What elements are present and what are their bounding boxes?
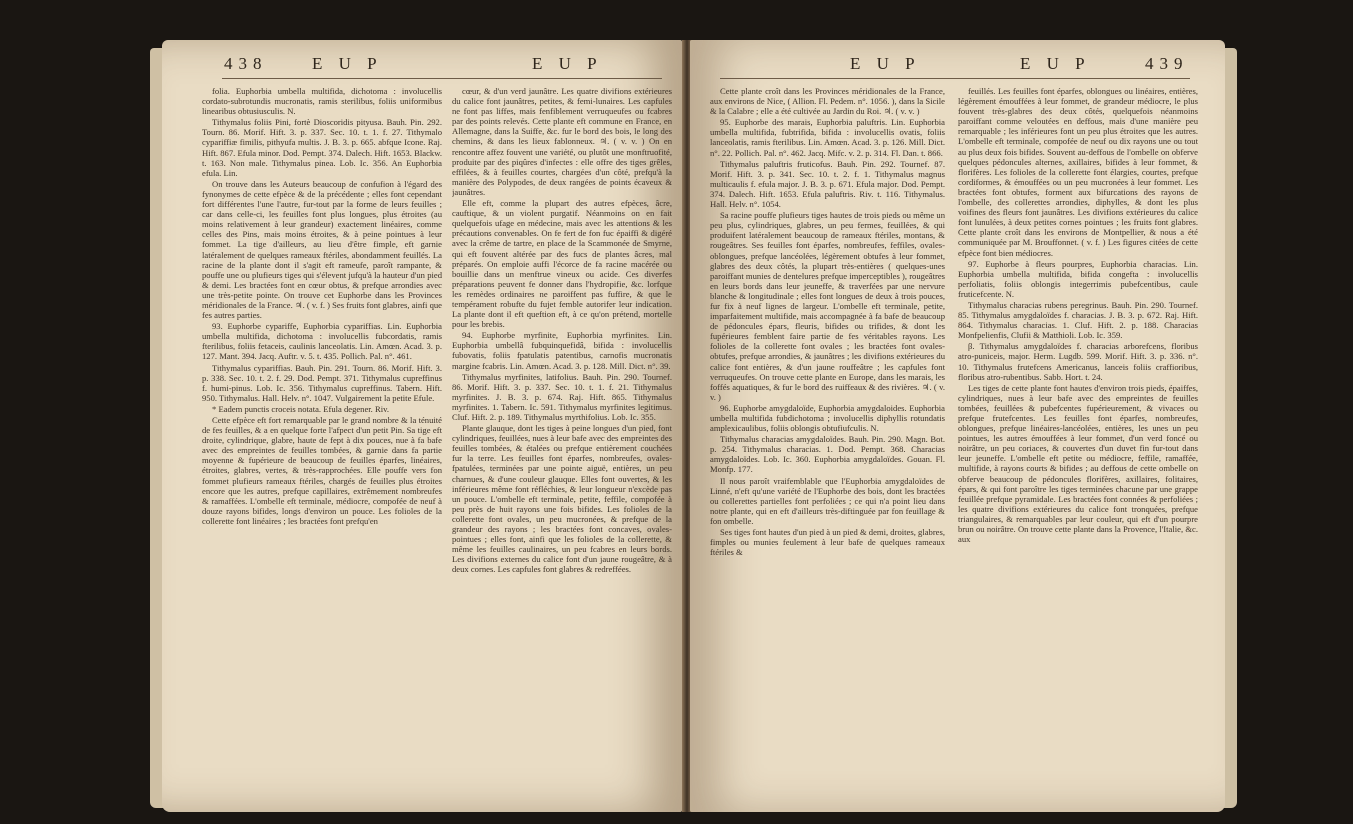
left-page	[162, 40, 682, 812]
paragraph: 96. Euphorbe amygdaloïde, Euphorbia amygdaloides. Euphorbia umbella multifida fubdichotoma ; involucellis diphyllis rotundatis amplexicaulibus, foliis oblongis obtufiufculis. N.	[710, 402, 945, 434]
paragraph: Cette plante croît dans les Provinces méridionales de la France, aux environs de Nice, ( Allion. Fl. Pedem. n°. 1056. ), dans la Sicile & la Calabre ; elle a été cultivée au Jardin du Roi. ♃. ( v. v. )	[710, 86, 945, 117]
paragraph: Plante glauque, dont les tiges à peine longues d'un pied, font cylindriques, feuillées, nues à leur bafe avec des empreintes des feuilles tombées, & étalées ou prefque entièrement couchées fur la terre. Les feuilles font éparfes, nombreufes, ovales-fpatulées, terminées par une pointe aiguë, entières, un peu charnues, & d'une couleur glauque. Elles font ouvertes, & les inférieures même font réfléchies, & leur longueur n'excède pas un pouce. L'ombelle eft terminale, petite, feffile, compofée à peu près de huit rayons une fois bifides. Les folioles de la collerette font ovales, un peu mucronées, & prefque de la grandeur des rayons ; les bractées font concaves, ovales-pointues ; elles font, ainfi que les folioles de la collerette, & même les feuilles caulinaires, un peu fcabres en leurs bords. Les divifions externes du calice font d'un jaune rougeâtre, & à deux cornes. Les capfules font glabres & redreffées.	[452, 423, 672, 575]
paragraph: Tithymalus characias rubens peregrinus. Bauh. Pin. 290. Tournef. 85. Tithymalus amygdaloïdes f. characias. J. B. 3. p. 672. Raj. Hift. 864. Tithymalus characias. 1. Cluf. Hift. 2. p. 188. Characias Monfpelienfis, Clufii & Matthioli. Lob. Ic. 359.	[958, 299, 1198, 341]
running-head-left-a: E U P	[312, 54, 383, 73]
paragraph: cœur, & d'un verd jaunâtre. Les quatre divifions extérieures du calice font jaunâtres, petites, & femi-lunaires. Les capfules ne font pas liffes, mais fenfiblement verruqueufes ou fcabres par des points relevés. Cette plante eft commune en France, en Allemagne, dans la Suiffe, &c. fur le bord des bois, le long des chemins, & dans les lieux fablonneux. ♃. ( v. v. ) On en rencontre affez fouvent une variété, ou plutôt une monftruofité, produite par des piqûres d'infectes : elle offre des tiges grêles, effilées, & à feuilles courtes, chargées d'un côté, prefqu'à la manière des Polypodes, de deux rangées de points écaveux & jaunâtres.	[452, 86, 672, 197]
paragraph: 95. Euphorbe des marais, Euphorbia paluftris. Lin. Euphorbia umbella multifida, fubtrifida, bifida : involucellis ovatis, foliis lanceolatis, ramis fterilibus. Lin. Amœn. Acad. 3. p. 126. Mill. Dict. n°. 22. Pollich. Pal. n°. 462. Jacq. Mifc. v. 2. p. 314. Fl. Dan. t. 866.	[710, 117, 945, 158]
page-number-right: 439	[1145, 54, 1189, 73]
paragraph: 97. Euphorbe à fleurs pourpres, Euphorbia characias. Lin. Euphorbia umbella multifida, bifida congefta : involucellis perfoliatis, foliis oblongis integerrimis pubefcentibus, caule fruticefcente. N.	[958, 258, 1198, 299]
paragraph: 94. Euphorbe myrfinite, Euphorbia myrfinites. Lin. Euphorbia umbellâ fubquinquefidâ, bifida : involucellis fubovatis, foliis fpatulatis patentibus, carnofis mucronatis margine fcabris. Lin. Amœn. Acad. 3. p. 128. Mill. Dict. n°. 39.	[452, 330, 672, 371]
paragraph: folia. Euphorbia umbella multifida, dichotoma : involucellis cordato-subrotundis mucronatis, ramis sterilibus, foliis uniformibus linearibus obtusiusculis. N.	[202, 86, 442, 117]
header-rule-right	[720, 78, 1190, 79]
left-page-column-1	[202, 86, 442, 806]
paragraph: Elle eft, comme la plupart des autres efpèces, âcre, cauftique, & un violent purgatif. Néanmoins on en fait quelquefois ufage en médecine, mais avec les attentions & les précautions convenables. On fe fert de fon fuc épaiffi & digéré avec la crême de tartre, en place de la Scammonée de Smyrne, qui eft fouvent altérée par des fucs de plantes âcres, mal préparés. On emploie auffi l'écorce de fa racine macérée ou bouillie dans un menftrue vineux ou acide. Ces diverfes préparations peuvent fe donner dans l'hydropifie, &c. lorfque les remèdes ordinaires ne paroiffent pas fuffire, & que le tempérament robufte du fujet femble autorifer leur indication. La plante dont il eft queftion eft, à ce qu'on prétend, mortelle pour les brebis.	[452, 198, 672, 330]
running-head-right-a: E U P	[850, 54, 921, 73]
paragraph: Les tiges de cette plante font hautes d'environ trois pieds, épaiffes, cylindriques, nues à leur bafe avec des empreintes de feuilles tombées, feuillées & pubefcentes fupérieurement, & vivaces ou prefque frutefcentes. Les feuilles font éparfes, nombreufes, oblongues, prefque linéaires-lancéolées, entières, les unes un peu pointues, les autres émouffées à leur fommet, d'un verd foncé ou noirâtre, un peu coriaces, & couvertes d'un duvet fin fur-tout dans leur jeuneffe. L'ombelle eft petite ou médiocre, feffile, ramaffée, multifide, à rayons courts & bifides ; au deffous de cette ombelle on obferve beaucoup de pédoncules florifères, axillaires, folitaires, épars, & qui font paroître les tiges terminées chacune par une grappe feuillée prefque pyramidale. Les bractées font connées & perfoliées ; les quatre divifions extérieures du calice font tronquées, prefque triangulaires, & remarquables par leur couleur, qui eft d'un pourpre brun ou noirâtre. On trouve cette plante dans la Provence, l'Italie, &c. aux	[958, 382, 1198, 545]
paragraph: Tithymalus myrfinites, latifolius. Bauh. Pin. 290. Tournef. 86. Morif. Hift. 3. p. 337. Sec. 10. t. 1. f. 21. Tithymalus myrfinites. J. B. 3. p. 674. Raj. Hift. 865. Tithymalus myrfinites. 1. Tabern. Ic. 591. Tithymalus myrfinites legitimus. Cluf. Hift. 2. p. 189. Tithymalus myrthifolius. Lob. Ic. 355.	[452, 371, 672, 422]
paragraph: On trouve dans les Auteurs beaucoup de confufion à l'égard des fynonymes de cette efpèce & de la précédente ; elles font cependant fort différentes l'une l'autre, fur-tout par la forme de leurs feuilles ; car dans celle-ci, les feuilles font plus longues, plus étroites (au moins relativement à leur grandeur) exactement linéaires, comme celles des Pins, mais moins étroites, & à peine pointues à leur fommet. La tige d'ailleurs, au lieu d'être fimple, eft garnie latéralement de quelques rameaux ftériles, abondamment feuillés. La racine de la plante dont il s'agit eft rameufe, paroît rampante, & pouffe une ou plufieurs tiges qui s'élevent jufqu'à la hauteur d'un pied & demi. Les bractées font en cœur obtus, & prefque arrondies avec une très-petite pointe. On trouve cet Euphorbe dans les Provinces méridionales de la France. ♃. ( v. f. ) Ses fruits font glabres, ainfi que fes autres parties.	[202, 178, 442, 321]
running-head-left-b: E U P	[532, 54, 603, 73]
header-rule-left	[222, 78, 662, 79]
paragraph: Tithymalus foliis Pini, fortè Dioscoridis pityusa. Bauh. Pin. 292. Tourn. 86. Morif. Hift. 3. p. 337. Sec. 10. t. 1. f. 27. Tithymalo cypariffiæ fimilis, pithyufa multis. J. B. 3. p. 665. abfque Icone. Raj. Hift. 867. Efula minor. Dod. Pempt. 374. Dalech. Hift. 1653. Blackw. t. 163. Non male. Tithymalus pinea. Lob. Ic. 356. An Euphorbia efula. Lin.	[202, 117, 442, 178]
paragraph: Sa racine pouffe plufieurs tiges hautes de trois pieds ou même un peu plus, cylindriques, glabres, un peu fermes, feuillées, & qui produifent latéralement beaucoup de rameaux ftériles, montans, & rougeâtres. Ses feuilles font éparfes, nombreufes, feffiles, ovales-oblongues, prefque lancéolées, légèrement obtufes à leur fommet, glabres des deux côtés, la plupart très-entières ( quelques-unes paroiffant munies de dentelures prefque imperceptibles ), rougeâtres en leurs bords dans leur jeuneffe, & traverfées par une nervure blanche & longitudinale ; elles font longues de deux à trois pouces, fur fix à neuf lignes de largeur. L'ombelle eft terminale, petite, imparfaitement multifide, mais accompagnée à fa bafe de beaucoup de pédoncules épars, fleuris, bifides ou trifides, & dont les fupérieures femblent faire partie de fes véritables rayons. Les folioles de la collerette font ovales ; les bractées font ovales-obtufes, prefque arrondies, & jaunâtres ; les divifions extérieures du calice font entières, & d'un jaune rouffeâtre ; les capfules font verruqueufes. On trouve cette plante en Europe, dans les marais, les foffés aquatiques, & fur le bord des ruiffeaux & des rivières. ♃. ( v. v. )	[710, 210, 945, 402]
right-page-column-2	[958, 86, 1198, 806]
running-head-right-b: E U P	[1020, 54, 1091, 73]
paragraph: * Eadem punctis croceis notata. Efula degener. Riv.	[212, 403, 389, 414]
left-page-column-2	[452, 86, 672, 806]
paragraph: Tithymalus paluftris fruticofus. Bauh. Pin. 292. Tournef. 87. Morif. Hift. 3. p. 341. Sec. 10. t. 2. f. 1. Tithymalus magnus multicaulis f. efula major. J. B. 3. p. 671. Efula major. Dod. Pempt. 374. Dalech. Hift. 1653. Efula paluftris. Riv. t. 116. Tithymalus. Hall. Helv. n°. 1054.	[710, 158, 945, 210]
paragraph: Il nous paroît vraifemblable que l'Euphorbia amygdaloïdes de Linné, n'eft qu'une variété de l'Euphorbe des bois, dont les bractées ou collerettes partielles font perfoliées ; ce qui n'a point lieu dans notre plante, qui en eft d'ailleurs très-diftinguée par fon feuillage & fon ombelle.	[710, 475, 945, 526]
right-page-column-1	[710, 86, 945, 806]
paragraph: Ses tiges font hautes d'un pied à un pied & demi, droites, glabres, fimples ou munies feulement à leur bafe de quelques rameaux ftériles &	[710, 527, 945, 558]
paragraph: Tithymalus characias amygdaloïdes. Bauh. Pin. 290. Magn. Bot. p. 254. Tithymalus characias. 1. Dod. Pempt. 368. Characias amygdaloïdes. Lob. Ic. 360. Euphorbia amygdaloïdes. Gouan. Fl. Monfp. 177.	[710, 434, 945, 475]
paragraph: β. Tithymalus amygdaloïdes f. characias arborefcens, floribus atro-puniceis, major. Herm. Lugdb. 599. Morif. Hift. 3. p. 336. n°. 10. Tithymalus frutefcens Americanus, lanceis foliis craffioribus, floribus atro-rubentibus. Sabb. Hort. t. 24.	[958, 341, 1198, 382]
paragraph: Cette efpèce eft fort remarquable par le grand nombre & la ténuité de fes feuilles, & a en quelque forte l'afpect d'un petit Pin. Sa tige eft droite, cylindrique, glabre, haute de fept à dix pouces, nue à fa bafe avec des empreintes de feuilles tombées, & garnie dans fa partie moyenne & fupérieure de beaucoup de feuilles éparfes, linéaires, étroites, glabres, vertes, & très-rapprochées. Elle pouffe vers fon fommet plufieurs rameaux ftériles, chargés de feuilles plus étroites encore que les autres, prefque capillaires, extrêmement nombreufes & ramaffées. L'ombelle eft terminale, médiocre, compofée de neuf à douze rayons bifides, longs d'environ un pouce. Les folioles de la collerette font linéaires ; les bractées font prefqu'en	[202, 415, 442, 526]
paragraph: 93. Euphorbe cypariffe, Euphorbia cypariffias. Lin. Euphorbia umbella multifida, dichotoma : involucellis fubcordatis, ramis fterilibus, foliis fetaceis, caulinis lanceolatis. Lin. Amœn. Acad. 3. p. 127. Mant. 394. Jacq. Auftr. v. 5. t. 435. Pollich. Pal. n°. 461.	[202, 321, 442, 362]
paragraph: Tithymalus cypariffias. Bauh. Pin. 291. Tourn. 86. Morif. Hift. 3. p. 338. Sec. 10. t. 2. f. 29. Dod. Pempt. 371. Tithymalus cupreffinus f. humi-pinus. Lob. Ic. 356. Tithymalus cupreffinus. Tabern. Hift. 950. Tithymalus. Hall. Helv. n°. 1047. Vulgairement la petite Efule.	[202, 362, 442, 403]
right-page	[690, 40, 1225, 812]
right-page-edges	[1223, 48, 1237, 808]
page-number-left: 438	[224, 54, 268, 73]
paragraph: feuillés. Les feuilles font éparfes, oblongues ou linéaires, entières, légèrement émouffées à leur fommet, de grandeur médiocre, le plus fouvent très-glabres des deux côtés, quelquefois néanmoins paroiffant comme veloutées en deffous, mais d'une manière peu remarquable ; les inférieures font un peu plus étroites que les autres. L'ombelle eft terminale, compofée de neuf ou dix rayons une ou tout au plus deux fois bifides. Souvent au-deffous de l'ombelle on obferve quelques pédoncules alternes, axillaires, bifides à leur fommet, & florifères. Les folioles de la collerette font élargies, courtes, prefque cordiformes, & émouffées ou un peu mucronées à leur fommet. Les bractées font obtufes, forment aux bifurcations des rayons de l'ombelle, des collerettes arrondies, diphylles, & dont les plus voifines des fleurs font jaunâtres. Les divifions extérieures du calice font lunulées, à deux petites cornes pointues ; les fruits font glabres. Cette plante croît dans les environs de Montpellier, & nous a été communiquée par M. Brouffonnet. ( v. f. ) Les figures citées de cette efpèce font bien médiocres.	[958, 86, 1198, 258]
